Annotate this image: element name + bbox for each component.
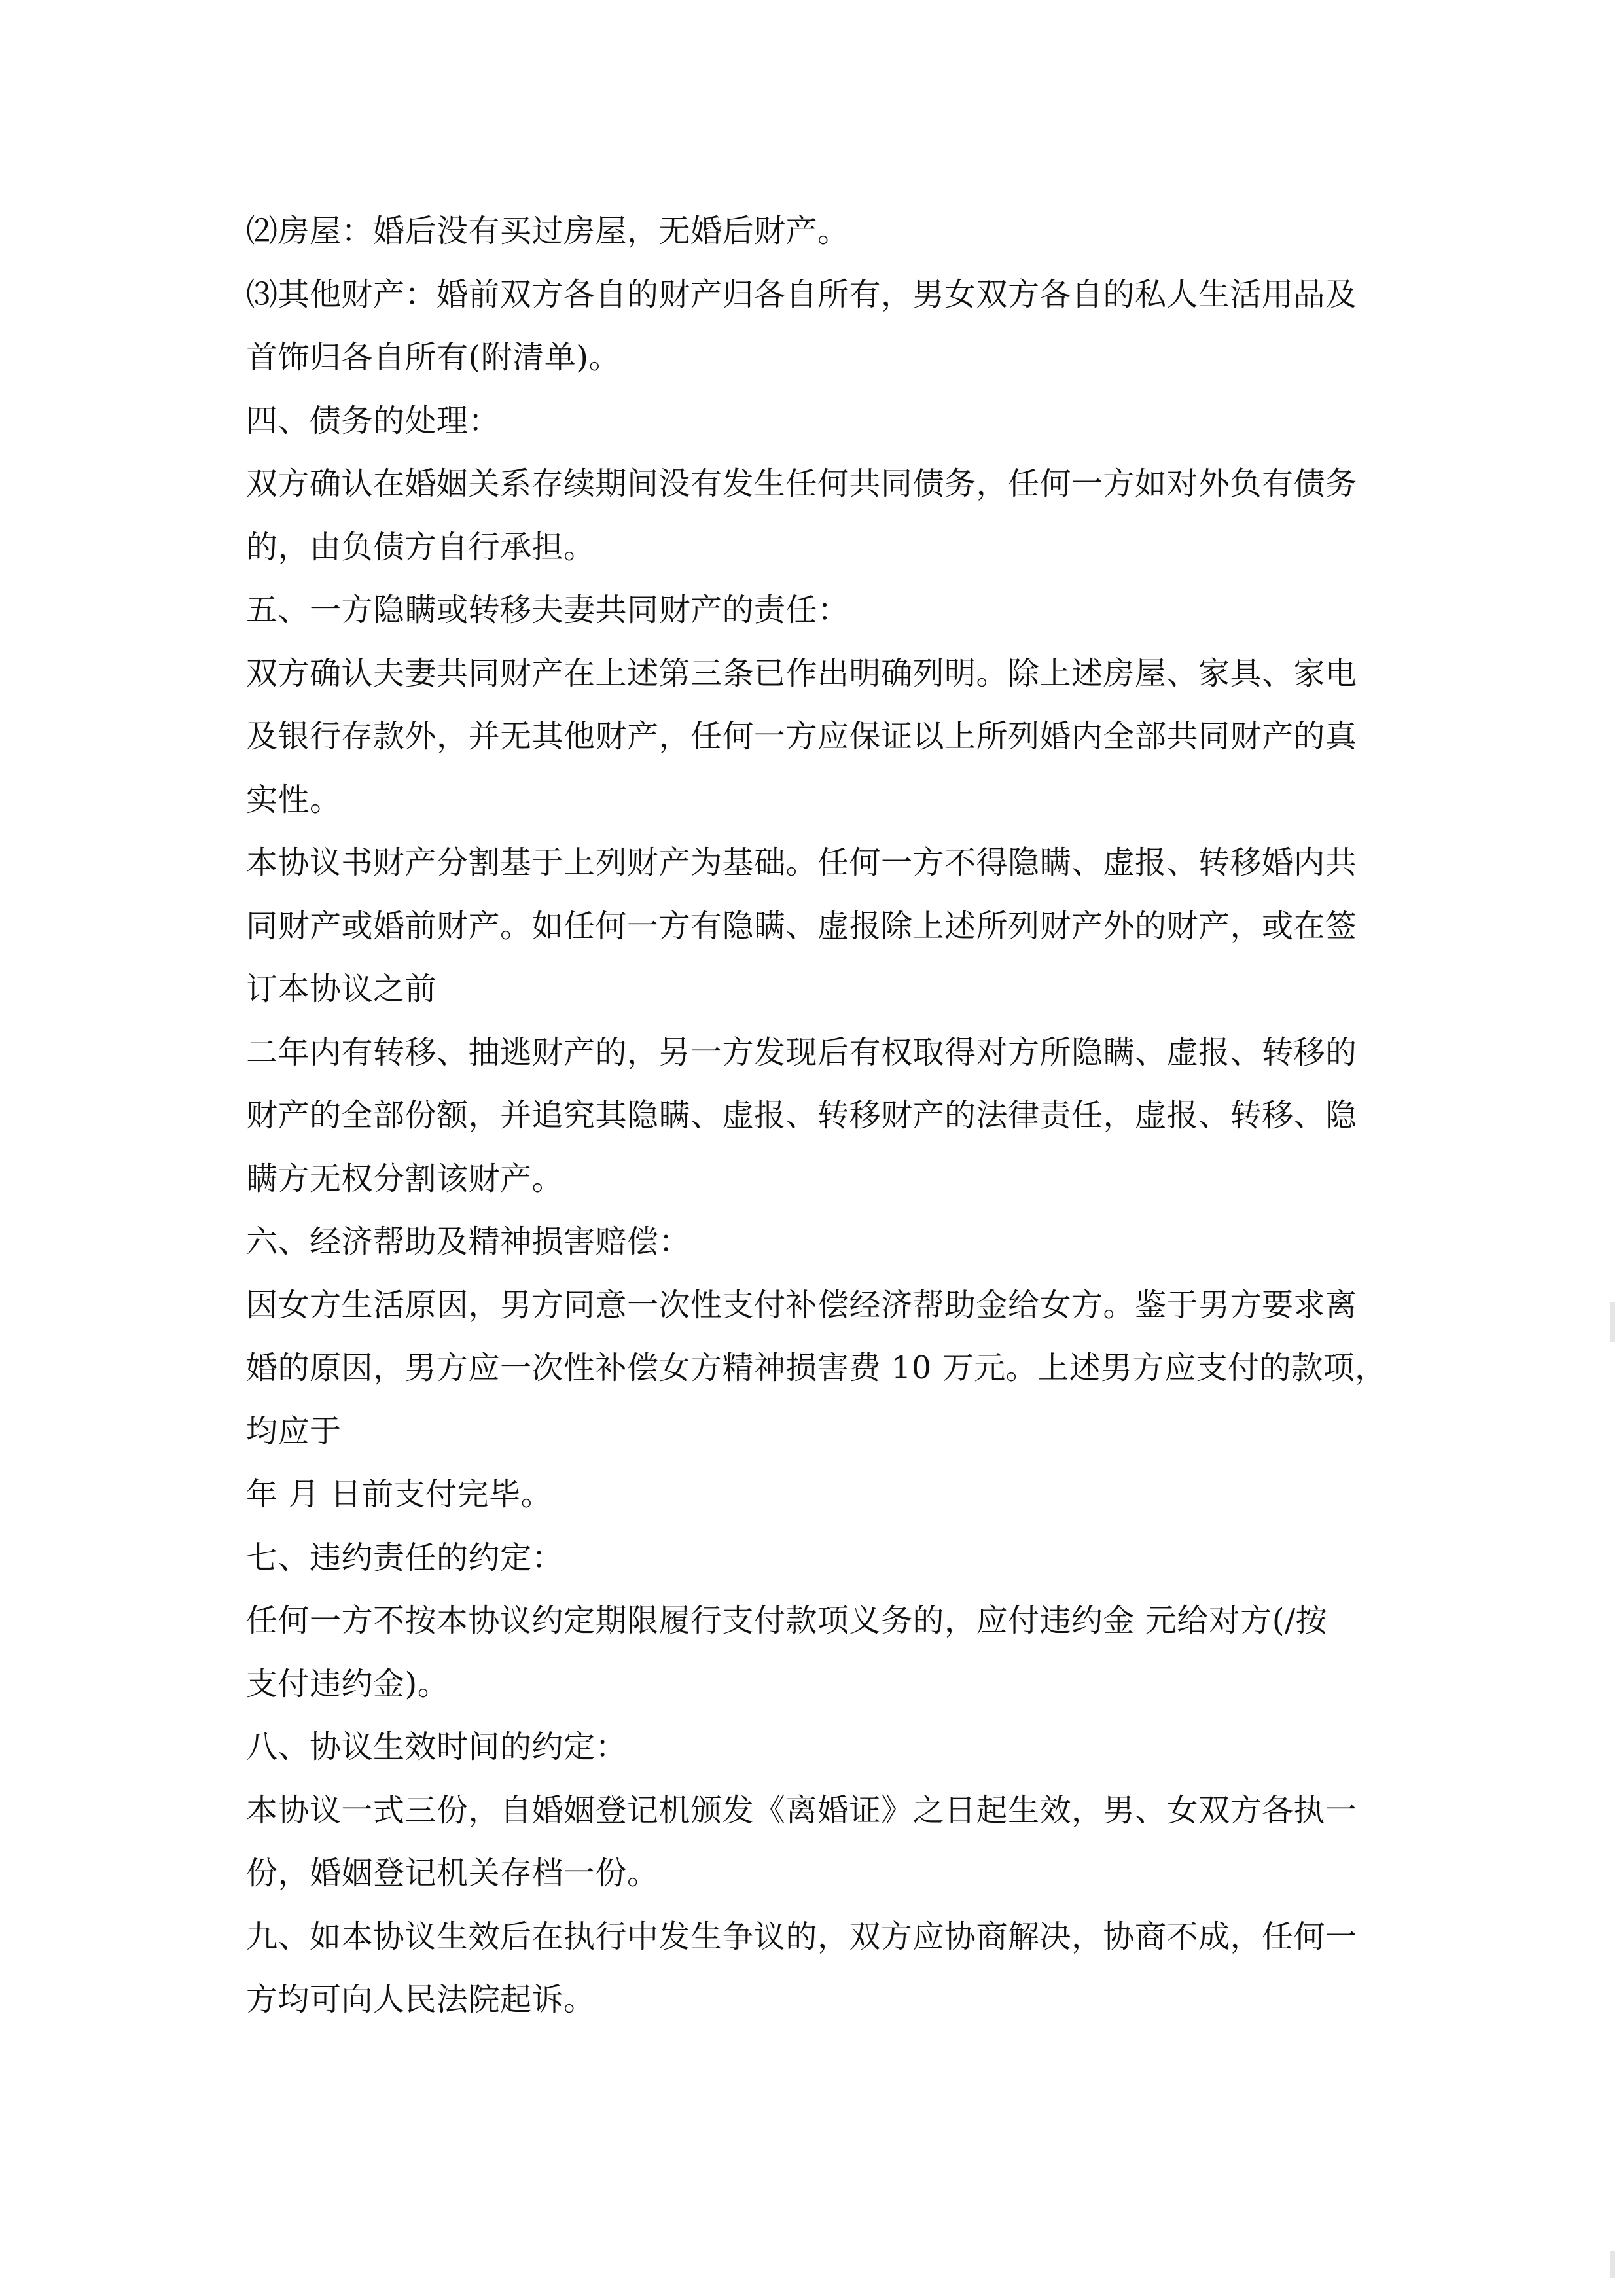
text-line: 婚的原因，男方应一次性补偿女方精神损害费 10 万元。上述男方应支付的款项，	[246, 1350, 1387, 1386]
text-line: 任何一方不按本协议约定期限履行支付款项义务的，应付违约金 元给对方(/按	[246, 1602, 1328, 1639]
document-body	[246, 200, 1398, 2032]
text-line: ⑶其他财产：婚前双方各自的财产归各自所有，男女双方各自的私人生活用品及	[246, 276, 1357, 313]
text-line: 方均可向人民法院起诉。	[246, 1981, 596, 2018]
text-line: 年 月 日前支付完毕。	[246, 1476, 553, 1513]
text-line: 的，由负债方自行承担。	[246, 528, 596, 565]
text-line: 瞒方无权分割该财产。	[246, 1160, 564, 1197]
section-heading: 七、违约责任的约定：	[246, 1539, 564, 1576]
scan-edge-mark	[1610, 1302, 1615, 1342]
text-line: ⑵房屋：婚后没有买过房屋，无婚后财产。	[246, 213, 849, 249]
text-line: 九、如本协议生效后在执行中发生争议的，双方应协商解决，协商不成，任何一	[246, 1918, 1357, 1955]
text-line: 本协议一式三份，自婚姻登记机颁发《离婚证》之日起生效，男、女双方各执一	[246, 1791, 1357, 1829]
section-heading: 四、债务的处理：	[246, 402, 501, 439]
text-line: 份，婚姻登记机关存档一份。	[246, 1855, 659, 1892]
text-line: 订本协议之前	[246, 971, 437, 1007]
section-heading: 五、一方隐瞒或转移夫妻共同财产的责任：	[246, 592, 849, 628]
section-heading: 八、协议生效时间的约定：	[246, 1729, 628, 1765]
text-line: 本协议书财产分割基于上列财产为基础。任何一方不得隐瞒、虚报、转移婚内共	[246, 844, 1357, 881]
text-line: 双方确认在婚姻关系存续期间没有发生任何共同债务，任何一方如对外负有债务	[246, 465, 1357, 502]
text-line: 同财产或婚前财产。如任何一方有隐瞒、虚报除上述所列财产外的财产，或在签	[246, 907, 1357, 944]
text-line: 均应于	[246, 1412, 342, 1450]
text-line: 首饰归各自所有(附清单)。	[246, 339, 620, 376]
text-line: 支付违约金)。	[246, 1665, 450, 1702]
text-line: 因女方生活原因，男方同意一次性支付补偿经济帮助金给女方。鉴于男方要求离	[246, 1286, 1357, 1323]
text-line: 实性。	[246, 781, 342, 818]
scan-edge-mark	[1610, 2251, 1615, 2278]
section-heading: 六、经济帮助及精神损害赔偿：	[246, 1223, 691, 1260]
text-line: 双方确认夫妻共同财产在上述第三条已作出明确列明。除上述房屋、家具、家电	[246, 655, 1357, 692]
text-line: 二年内有转移、抽逃财产的，另一方发现后有权取得对方所隐瞒、虚报、转移的	[246, 1033, 1357, 1071]
text-line: 及银行存款外，并无其他财产，任何一方应保证以上所列婚内全部共同财产的真	[246, 718, 1357, 755]
text-line: 财产的全部份额，并追究其隐瞒、虚报、转移财产的法律责任，虚报、转移、隐	[246, 1097, 1357, 1134]
